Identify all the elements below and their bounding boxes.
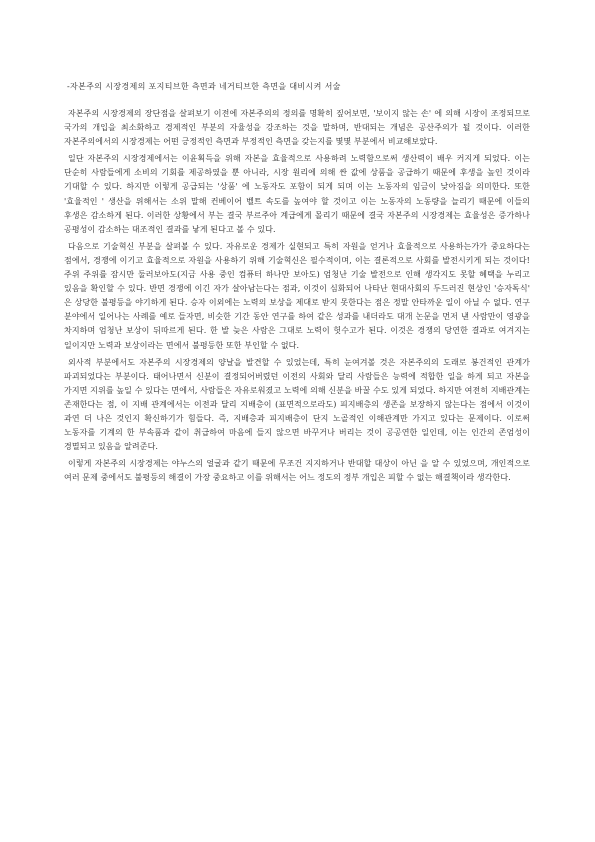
paragraph-4: 외사적 부분에서도 자본주의 시장경제의 양날을 발견할 수 있었는데, 특히 눈여겨볼 것은 자본주의의 도래로 봉건적인 관계가 파괴되었다는 부분이다. 태어나면서 신분이 결정되어버렸던 이전의 사회와 달리 사람들은 능력에 적합한 일을 하게 되고 자본을 가지면 지위를 높일 수 있다는 면에서, 사람들은 자유로워졌고 노력에 의해 신분을 바꿀 수도 있게 되었다. 하지만 여전히 지배관계는 존재한다는 점, 이 지배 관계에서는 이전과 달리 지배층이 (표면적으로라도) 피지배층의 생존을 보장하지 않는다는 점에서 이것이 과연 더 나은 것인지 확신하기가 힘들다. 즉, 지배층과 피지배층이 단지 노골적인 이해관계만 가지고 있다는 문제이다. 이로써 노동자를 기계의 한 부속품과 같이 취급하여 마음에 들지 않으면 바꾸거나 버리는 것이 공공연한 일인데, 이는 인간의 존엄성이 경멸되고 있음을 알려준다. xyxy=(64,357,530,452)
document-title: -자본주의 시장경제의 포지티브한 측면과 네거티브한 측면을 대비시켜 서술 xyxy=(67,82,341,91)
paragraph-5: 이렇게 자본주의 시장경제는 야누스의 얼굴과 같기 때문에 무조건 지지하거나 반대할 대상이 아닌 을 알 수 있었으며, 개인적으로 여러 문제 중에서도 불평등의 해결이 가장 중요하고 이를 위해서는 어느 정도의 정부 개입은 피할 수 없는 해결책이라 생각한다. xyxy=(64,459,530,483)
paragraph-3: 다음으로 기술혁신 부분을 살펴볼 수 있다. 자유로운 경제가 실현되고 특히 자원을 얻거나 효율적으로 사용하는가가 중요하다는 점에서, 경쟁에 이기고 효율적으로 자원을 사용하기 위해 기술혁신은 필수적이며, 이는 결론적으로 사회를 발전시키게 되는 것이다! 주위 주위를 잠시만 둘러보아도(지금 사용 중인 컴퓨터 하나만 보아도) 엄청난 기술 발전으로 인해 생각지도 못할 혜택을 누리고 있음을 확인할 수 있다. 반면 경쟁에 이긴 자가 살아남는다는 점과, 이것이 심화되어 나타난 현대사회의 두드러진 현상인 '승자독식' 은 상당한 불평등을 야기하게 된다. 승자 이외에는 노력의 보상을 제대로 받지 못한다는 점은 정말 안타까운 일이 아닐 수 없다. 연구 분야에서 일어나는 사례를 예로 들자면, 비슷한 기간 동안 연구를 하여 같은 성과를 내더라도 대개 논문을 먼저 낸 사람만이 영광을 차지하며 엄청난 보상이 뒤따르게 된다. 한 발 늦은 사람은 그대로 노력이 헛수고가 된다. 이것은 경쟁의 당연한 결과로 여겨지는 일이지만 노력과 보상이라는 면에서 불평등한 또한 부인할 수 없다. xyxy=(64,241,530,350)
document-body xyxy=(64,107,530,488)
paragraph-2: 일단 자본주의 시장경제에서는 이윤획득을 위해 자본을 효율적으로 사용하려 노력함으로써 생산력이 배우 커지게 되었다. 이는 단순히 사람들에게 소비의 기회를 제공하였을 뿐 아니라, 시장 원리에 의해 싼 값에 상품을 공급하기 때문에 후생을 높인 것이라 기대할 수 있다. 하지만 이렇게 공급되는 '상품' 에 노동자도 포함이 되게 되며 이는 노동자의 임금이 낮아짐을 의미한다. 또한 '효율적인 ' 생산을 위해서는 소위 말해 컨베이어 벨트 속도를 높여야 할 것이고 이는 노동자의 노동량을 늘리기 때문에 이들의 후생은 감소하게 된다. 이러한 상황에서 부는 결국 부르주아 계급에게 몰리기 때문에 결국 자본주의 시장경제는 효율성은 증가하나 공평성이 감소하는 대조적인 결과를 낳게 된다고 볼 수 있다. xyxy=(64,154,530,234)
paragraph-1: 자본주의 시장경제의 장단점을 살펴보기 이전에 자본주의의 정의를 명확히 짚어보면, '보이지 않는 손' 에 의해 시장이 조정되므로 국가의 개입을 최소화하고 경제적인 부분의 자율성을 강조하는 것을 말하며, 반대되는 개념은 공산주의가 될 것이다. 이러한 자본주의에서의 시장경제는 어떤 긍정적인 측면과 부정적인 측면을 갖는지를 몇몇 부분에서 비교해보았다. xyxy=(64,109,530,147)
